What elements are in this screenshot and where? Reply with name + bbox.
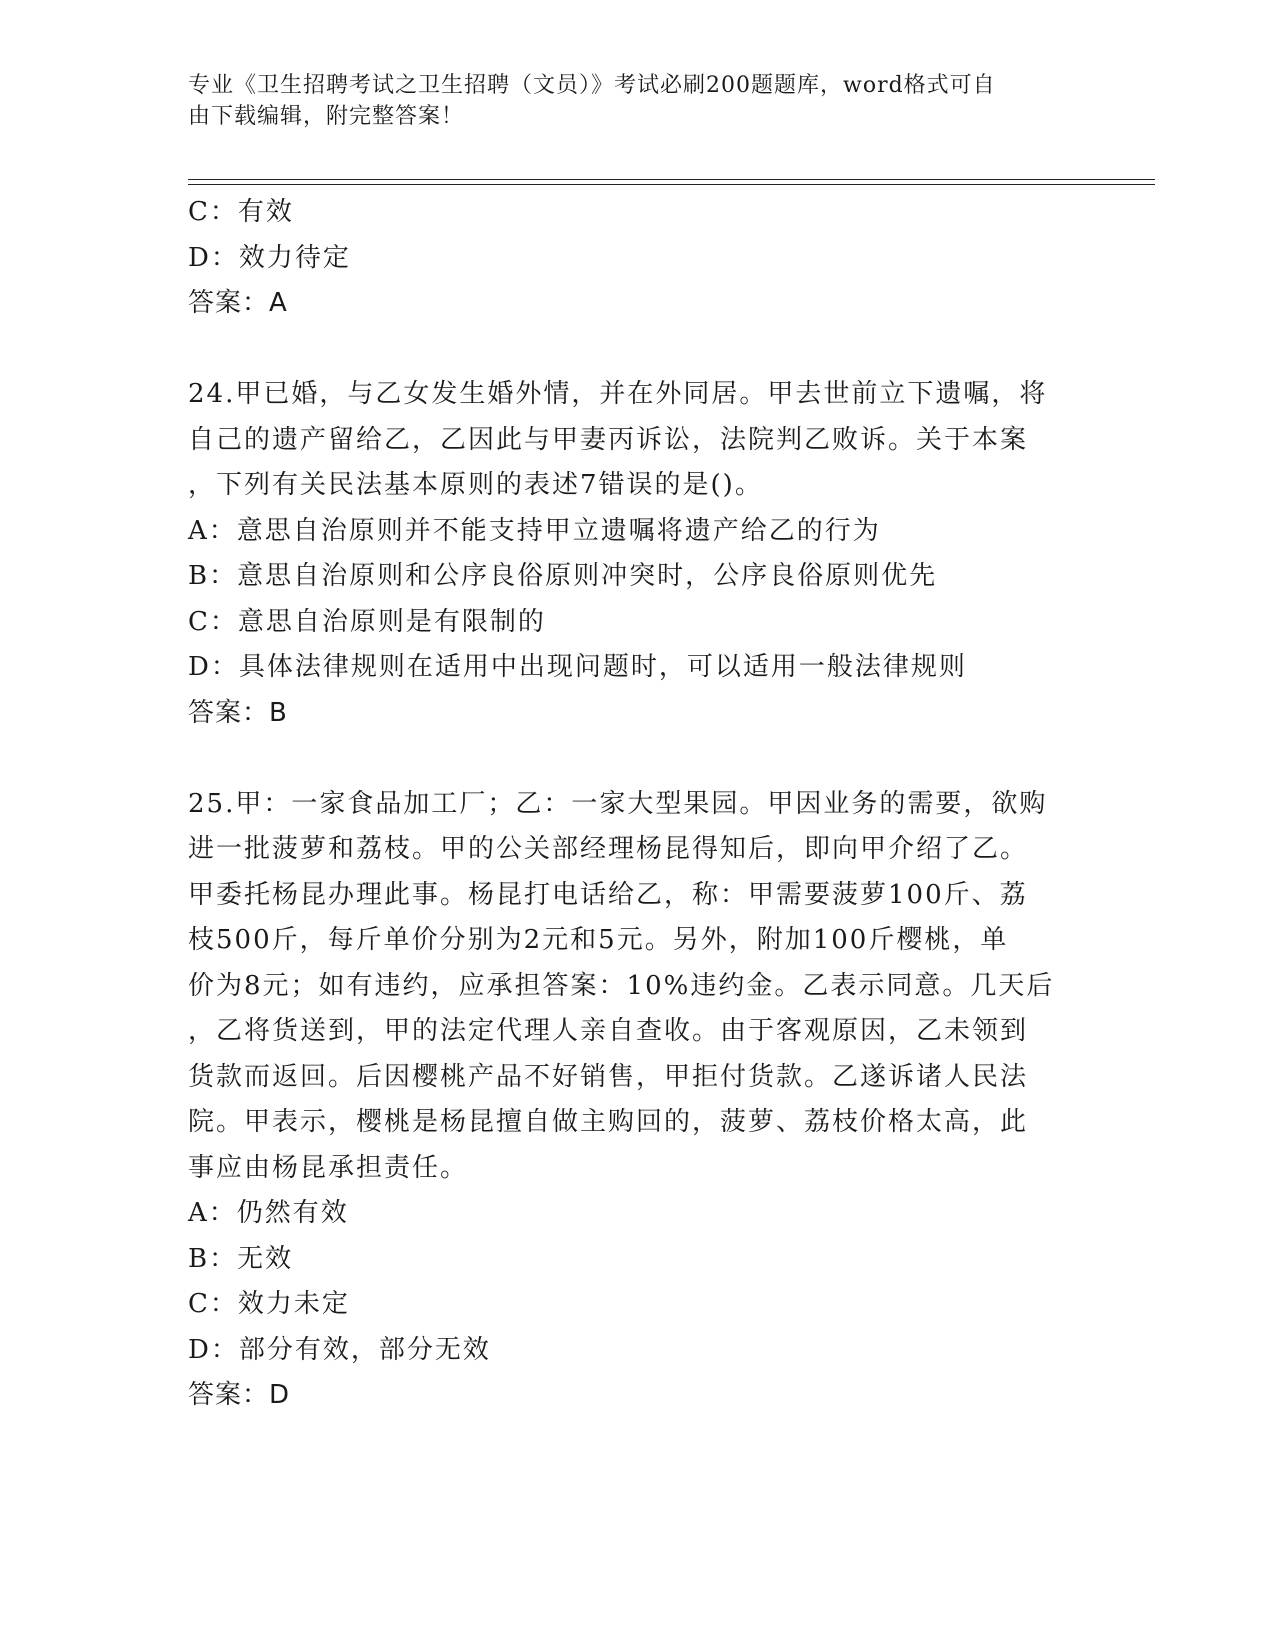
answer-line: 答案：D [188,1380,291,1410]
question-text-line: 25.甲：一家食品加工厂；乙：一家大型果园。甲因业务的需要，欲购 [188,788,1048,819]
question-text-line: 自己的遗产留给乙，乙因此与甲妻丙诉讼，法院判乙败诉。关于本案 [188,424,1029,455]
question-25 [188,782,1088,1419]
document-body [188,190,1088,1419]
prev-question-tail [188,190,1088,327]
answer-line: 答案：B [188,697,288,728]
question-text-line: 甲委托杨昆办理此事。杨昆打电话给乙，称：甲需要菠萝100斤、荔 [188,879,1028,910]
header-line-1: 专业《卫生招聘考试之卫生招聘（文员）》考试必刷200题题库，word格式可自 [188,73,996,98]
option-c: C：效力未定 [188,1289,350,1319]
header-divider-top [188,179,1155,180]
answer-line: 答案：A [188,288,288,318]
document-header [188,70,1068,132]
option-b: B：意思自治原则和公序良俗原则冲突时，公序良俗原则优先 [188,561,938,591]
spacer [188,327,1088,373]
option-a: A：仍然有效 [188,1198,349,1228]
header-divider-bottom [188,184,1155,185]
question-24 [188,372,1088,736]
option-d: D：效力待定 [188,242,351,273]
option-c: C：有效 [188,197,294,227]
spacer [188,736,1088,782]
question-text-line: ，乙将货送到，甲的法定代理人亲自查收。由于客观原因，乙未领到 [188,1016,1029,1046]
option-b: B：无效 [188,1243,294,1274]
header-line-2: 由下载编辑，附完整答案！ [188,104,465,129]
question-text-line: 价为8元；如有违约，应承担答案：10%违约金。乙表示同意。几天后 [188,970,1055,1001]
question-text-line: 24.甲已婚，与乙女发生婚外情，并在外同居。甲去世前立下遗嘱，将 [188,379,1048,409]
question-text-line: ，下列有关民法基本原则的表述7错误的是()。 [188,470,763,500]
option-d: D：部分有效，部分无效 [188,1334,491,1365]
question-text-line: 进一批菠萝和荔枝。甲的公关部经理杨昆得知后，即向甲介绍了乙。 [188,834,1029,864]
question-text-line: 事应由杨昆承担责任。 [188,1152,469,1183]
option-d: D：具体法律规则在适用中出现问题时，可以适用一般法律规则 [188,652,967,682]
question-text-line: 枝500斤，每斤单价分别为2元和5元。另外，附加100斤樱桃，单 [188,925,1009,955]
question-text-line: 院。甲表示，樱桃是杨昆擅自做主购回的，菠萝、荔枝价格太高，此 [188,1107,1029,1137]
option-c: C：意思自治原则是有限制的 [188,606,546,637]
question-text-line: 货款而返回。后因樱桃产品不好销售，甲拒付货款。乙遂诉诸人民法 [188,1061,1029,1092]
option-a: A：意思自治原则并不能支持甲立遗嘱将遗产给乙的行为 [188,515,881,546]
